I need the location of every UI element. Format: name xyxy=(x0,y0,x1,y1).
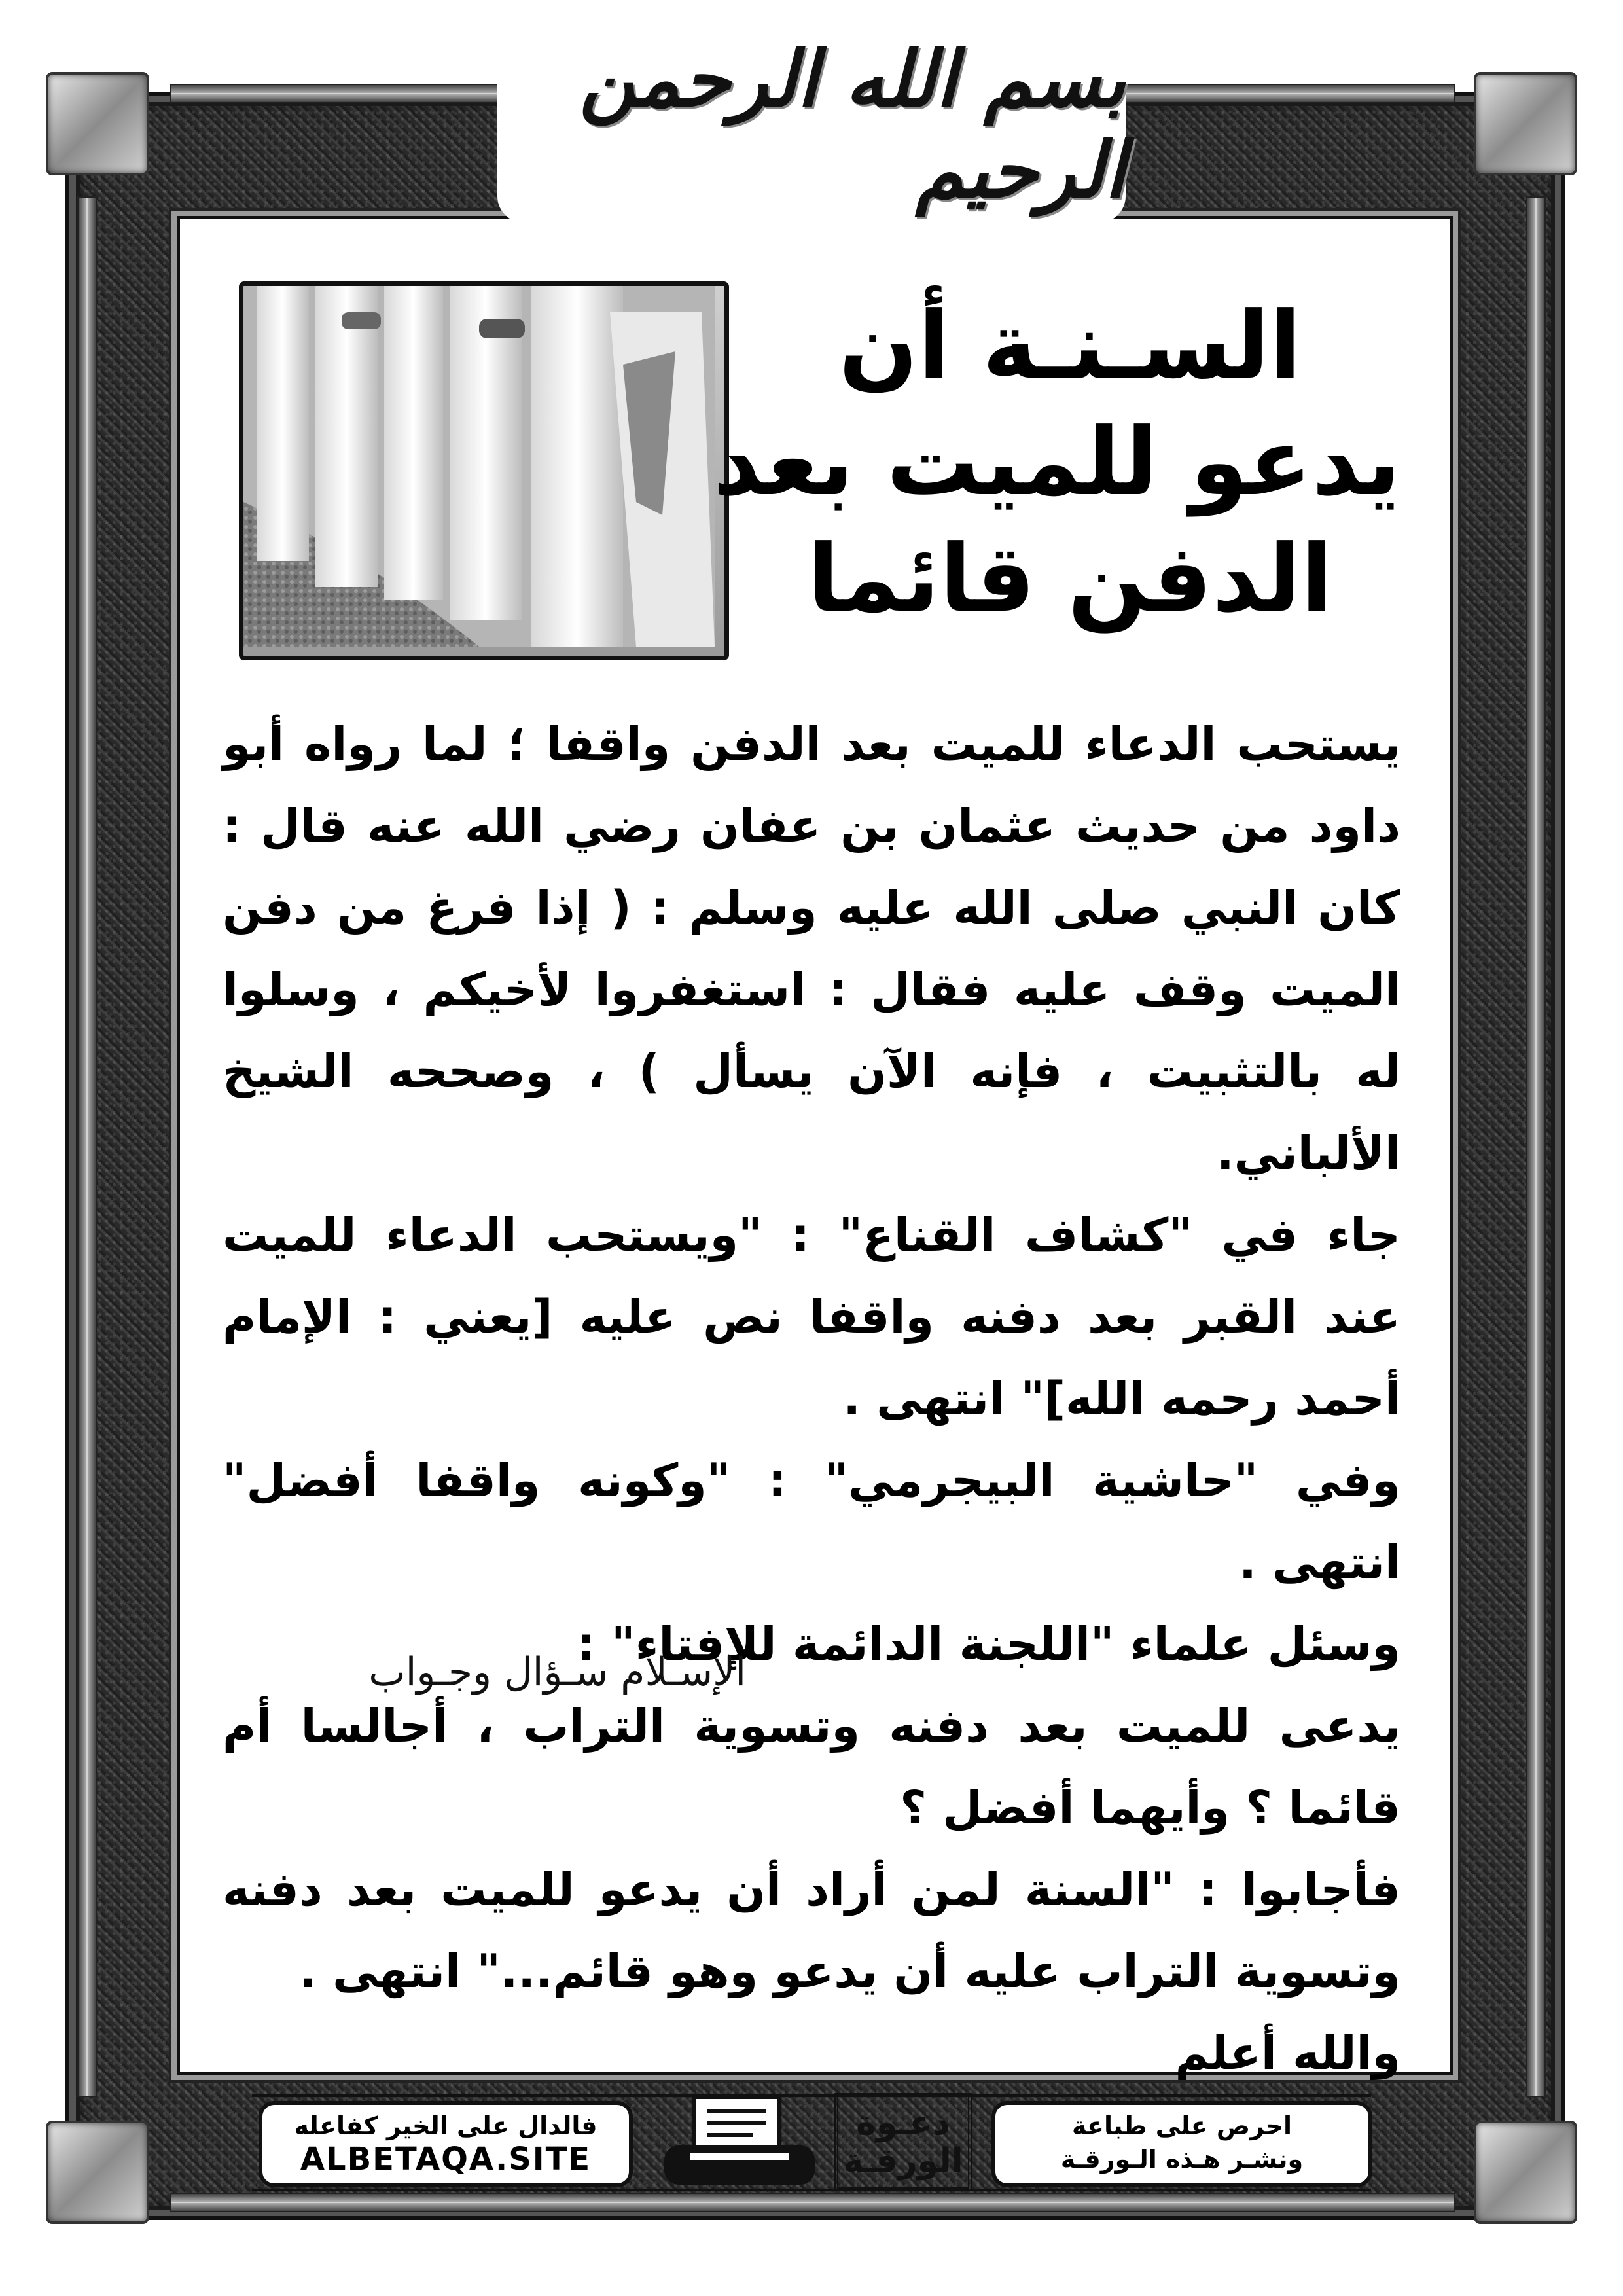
article-body xyxy=(223,704,1400,2094)
frame-corner-top-right xyxy=(1474,72,1577,175)
source-attribution: الإسـلام سـؤال وجـواب xyxy=(368,1649,746,1695)
basmala-calligraphy: بسم الله الرحمن الرحيم xyxy=(579,33,1126,215)
logo-text-top: دعـوة xyxy=(856,2104,950,2143)
title-line: الدفن قائما xyxy=(807,525,1333,633)
paragraph-closing: والله أعلم xyxy=(1175,2026,1400,2080)
footer-print-call: احرص على طباعة xyxy=(1071,2111,1293,2140)
frame-corner-bottom-left xyxy=(46,2121,149,2224)
frame-corner-top-left xyxy=(46,72,149,175)
footer-spread-call: ونشـر هـذه الـورقـة xyxy=(1060,2145,1304,2174)
footer-slogan: فالدال على الخير كفاعله xyxy=(294,2111,597,2140)
paragraph-kashshaf: جاء في "كشاف القناع" : "ويستحب الدعاء للميت عند القبر بعد دفنه واقفا نص عليه [يعني : الإمام أحمد رحمه الله]" انتهى . xyxy=(223,1208,1400,1426)
dawa-warqa-logo xyxy=(834,2093,972,2191)
frame-rail-bottom xyxy=(170,2193,1455,2212)
footer-print-badge xyxy=(991,2101,1372,2187)
paragraph-answer: فأجابوا : "السنة لمن أراد أن يدعو للميت بعد دفنه وتسوية التراب عليه أن يدعو وهو قائم..." انتهى . xyxy=(223,1863,1400,1998)
paragraph-hadith: يستحب الدعاء للميت بعد الدفن واقفا ؛ لما رواه أبو داود من حديث عثمان بن عفان رضي الله عنه قال : كان النبي صلى الله عليه وسلم : ( إذا فرغ من دفن الميت وقف عليه فقال : استغفروا لأخيكم ، وسلوا له بالتثبيت ، فإنه الآن يسأل ) ، وصححه الشيخ الألباني. xyxy=(223,717,1400,1180)
funeral-prayer-photo xyxy=(239,281,729,660)
page-title xyxy=(713,288,1400,637)
title-line: يدعو للميت بعد xyxy=(713,408,1400,516)
paragraph-bujairimi: وفي "حاشية البيجرمي" : "وكونه واقفا أفضل" انتهى . xyxy=(223,1454,1400,1589)
printer-icon xyxy=(654,2093,825,2191)
logo-text-bottom: الورقـة xyxy=(843,2142,963,2181)
paragraph-question-intro: وسئل علماء "اللجنة الدائمة للإفتاء" : xyxy=(577,1617,1400,1671)
footer-site-badge xyxy=(259,2101,633,2187)
title-line: السـنـة أن xyxy=(838,292,1302,400)
frame-rail-right xyxy=(1526,196,1546,2097)
paragraph-question: يدعى للميت بعد دفنه وتسوية التراب ، أجالسا أم قائما ؟ وأيهما أفضل ؟ xyxy=(223,1699,1400,1835)
frame-rail-left xyxy=(77,196,97,2097)
frame-corner-bottom-right xyxy=(1474,2121,1577,2224)
footer-site-url: ALBETAQA.SITE xyxy=(300,2141,592,2178)
photo-illustration xyxy=(243,286,715,647)
